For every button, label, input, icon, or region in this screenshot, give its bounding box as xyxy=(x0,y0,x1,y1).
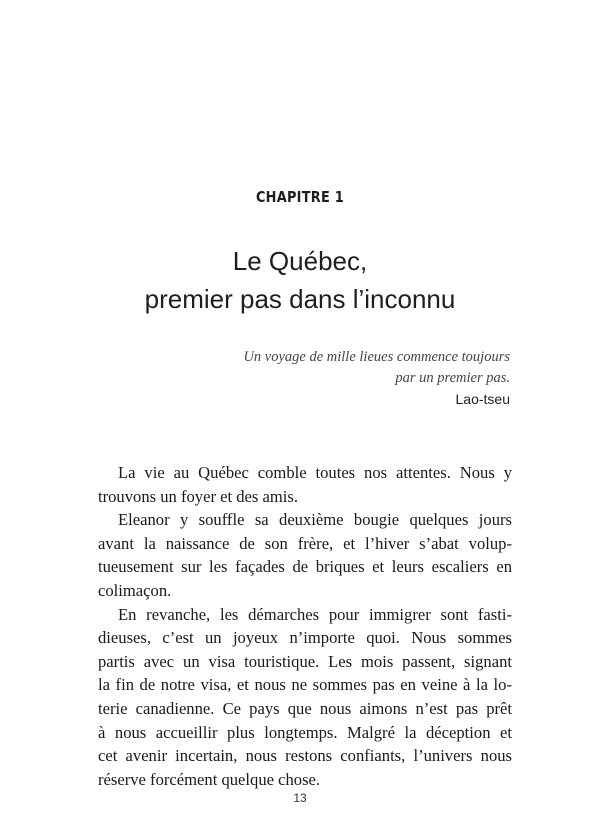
body-text xyxy=(98,461,512,791)
text-line: terie canadienne. Ce pays que nous aimons n’est pas prêt xyxy=(98,698,512,718)
epigraph-author: Lao-tseu xyxy=(455,391,510,407)
text-line: à nous accueillir plus longtemps. Malgré la déception et xyxy=(98,722,512,742)
text-line: réserve forcément quelque chose. xyxy=(98,769,321,789)
page-number: 13 xyxy=(293,791,307,805)
text-line: La vie au Québec comble toutes nos attentes. Nous y xyxy=(118,463,512,482)
text-line: cet avenir incertain, nous restons confiants, l’univers nous xyxy=(98,746,512,766)
text-line: avant la naissance de son frère, et l’hiver s’abat volup- xyxy=(98,533,512,553)
chapter-label: CHAPITRE 1 xyxy=(255,188,345,206)
text-line: En revanche, les démarches pour immigrer sont fasti- xyxy=(118,604,512,624)
epigraph-quote-line: Un voyage de mille lieues commence toujours xyxy=(243,349,510,365)
chapter-title-line: Le Québec, xyxy=(232,246,368,276)
epigraph xyxy=(110,347,510,410)
text-line: colimaçon. xyxy=(98,580,172,600)
text-line: la fin de notre visa, et nous ne sommes pas en veine à la lo- xyxy=(98,675,512,695)
paragraph xyxy=(98,461,512,508)
paragraph xyxy=(98,603,512,792)
text-line: dieuses, c’est un joyeux n’importe quoi. Nous sommes xyxy=(98,628,512,648)
epigraph-quote-line: par un premier pas. xyxy=(395,370,510,386)
text-line: Eleanor y souffle sa deuxième bougie quelques jours xyxy=(118,510,512,530)
chapter-title-line: premier pas dans l’inconnu xyxy=(144,284,456,314)
chapter-title xyxy=(0,242,600,318)
text-line: partis avec un visa touristique. Les mois passent, signant xyxy=(98,651,512,671)
text-line: tueusement sur les façades de briques et leurs escaliers en xyxy=(98,557,512,577)
paragraph xyxy=(98,508,512,602)
text-line: trouvons un foyer et des amis. xyxy=(98,486,299,506)
